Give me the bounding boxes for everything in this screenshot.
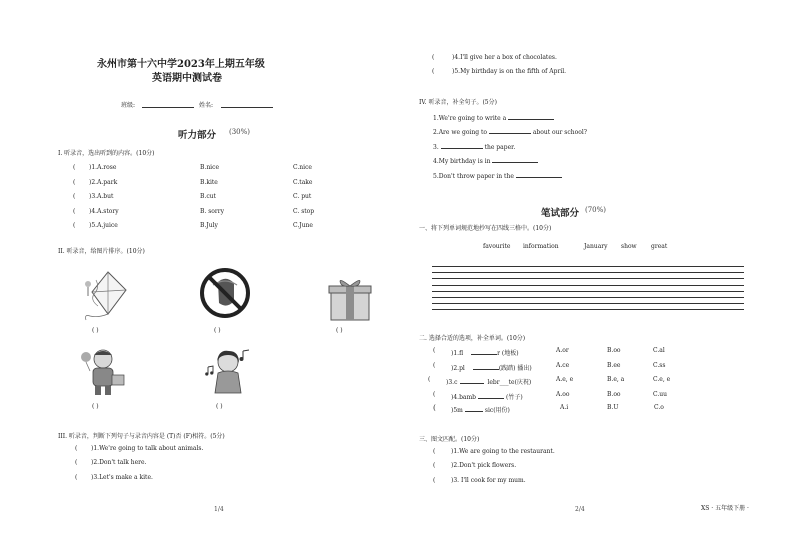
s4-row-3 [433,141,515,151]
w2-row-4-a: A.oo [556,391,570,398]
w3-row-3-paren[interactable]: ( [433,477,436,484]
w1-word-5: great [651,243,668,250]
w3-row-3-text: )3. I'll cook for my mum. [451,477,526,484]
writing-line [432,272,744,273]
w2-row-3-c: C.e, e [653,376,671,383]
w2-row-3-q: )3.c lebr___te(庆祝) [446,376,531,386]
w2-row-3-b: B.e, a [607,376,625,383]
writing-line [432,266,744,267]
w1-title: 一、将下列单词规范地抄写在四线三格中。(10分) [419,225,552,232]
s4-row-1-pre: 1.We're going to write a [433,115,507,122]
pic-1-answer[interactable]: ( ) [92,327,99,334]
w2-row-2-blank[interactable] [473,362,499,370]
s4-row-4 [433,155,538,165]
pic-3-answer[interactable]: ( ) [336,327,343,334]
section-3-title: III. 听录音，判断下列句子与录音内容是 (T)否 (F)相符。(5分) [58,433,225,440]
w2-row-2-q: )2.pl (践踏) 播出) [451,362,532,372]
r-top-row-5-text: )5.My birthday is on the fifth of April. [452,68,567,75]
w2-row-5-a: A.i [560,404,569,411]
writing-line [432,303,744,304]
r-top-row-4-text: )4.I'll give her a box of chocolates. [452,54,557,61]
w1-word-3: January [584,243,608,250]
w3-row-1-paren[interactable]: ( [433,448,436,455]
s4-row-1 [433,112,554,122]
w2-row-5-blank[interactable] [465,404,483,412]
w2-row-5-b: B.U [607,404,619,411]
page-number-right: 2/4 [575,506,585,513]
w2-row-1-c: C.al [653,347,665,354]
class-label: 班级: [121,102,136,109]
s1-row-1-paren[interactable]: ( [73,164,76,171]
w2-row-1-q: )1.fl r (地板) [451,347,519,357]
writing-line [432,285,744,286]
w3-title: 三、图文匹配。(10分) [419,436,480,443]
s3-row-3-paren[interactable]: ( [75,474,78,481]
r-top-row-4-paren[interactable]: ( [432,54,435,61]
w3-row-1-text: )1.We are going to the restaurant. [451,448,555,455]
boy-birthday-icon [78,345,128,397]
no-talking-sign-icon [199,267,251,319]
w2-row-4-blank[interactable] [478,391,504,399]
s1-row-1-b: B.nice [200,164,220,171]
w2-row-1-paren[interactable]: ( [433,347,436,354]
writing-line [432,278,744,279]
s3-row-3-text: )3.Let's make a kite. [91,474,153,481]
w1-word-1: favourite [483,243,511,250]
girl-singing-icon [203,347,255,397]
exam-title-line2: 英语期中测试卷 [152,73,222,84]
w2-row-4-c: C.uu [653,391,668,398]
s4-row-5-pre: 5.Don't throw paper in the [433,173,514,180]
w2-row-1-a: A.or [556,347,569,354]
s1-row-4-paren[interactable]: ( [73,208,76,215]
s4-row-5 [433,170,562,180]
w2-row-1-blank[interactable] [471,347,497,355]
w2-row-3-blank[interactable] [460,376,484,384]
pic-2-answer[interactable]: ( ) [214,327,221,334]
s1-row-3-paren[interactable]: ( [73,193,76,200]
w2-row-4-q: )4.bamb (竹子) [451,391,523,401]
s1-row-5-b: B.July [200,222,218,229]
w2-row-2-paren[interactable]: ( [433,362,436,369]
name-label: 姓名: [199,102,214,109]
writing-line [432,291,744,292]
s4-row-2-pre: 2.Are we going to [433,129,487,136]
exam-title-line1: 永州市第十六中学2023年上期五年级 [97,59,265,70]
s1-row-4-c: C. stop [293,208,315,215]
gift-box-icon [327,276,373,322]
name-field[interactable] [221,100,273,108]
w2-row-2-b: B.ee [607,362,621,369]
s1-row-4-b: B. sorry [200,208,225,215]
s1-row-3-a: )3.A.but [89,193,114,200]
w3-row-2-paren[interactable]: ( [433,462,436,469]
w1-word-4: show [621,243,637,250]
w2-row-4-paren[interactable]: ( [433,391,436,398]
s4-row-2-blank[interactable] [489,126,531,134]
section-1-title: I. 听录音，选出听到的内容。(10分) [58,150,155,157]
w2-row-5-c: C.o [654,404,664,411]
w2-title: 二. 选择合适的选项，补全单词。(10分) [419,335,526,342]
s1-row-2-b: B.kite [200,179,218,186]
s4-row-4-blank[interactable] [492,155,538,163]
page-number-left: 1/4 [214,506,224,513]
w2-row-2-c: C.ss [653,362,666,369]
s1-row-2-paren[interactable]: ( [73,179,76,186]
s4-row-3-post: the paper. [484,144,516,151]
s1-row-5-c: C.June [293,222,313,229]
written-score: (70%) [585,206,607,214]
w2-row-5-paren[interactable]: ( [433,403,436,412]
written-heading: 笔试部分 [541,208,580,219]
listening-heading: 听力部分 [178,130,217,141]
pic-4-answer[interactable]: ( ) [92,403,99,410]
kite-picture-icon [78,270,128,322]
listening-score: (30%) [229,128,251,136]
w2-row-4-b: B.oo [607,391,621,398]
s3-row-2-paren[interactable]: ( [75,459,78,466]
s1-row-2-c: C.take [293,179,313,186]
s4-row-4-pre: 4.My birthday is in [433,158,491,165]
s3-row-2-text: )2.Don't talk here. [91,459,147,466]
s1-row-3-b: B.cut [200,193,216,200]
s4-row-2 [433,126,587,136]
w2-row-5-q: )5m sic(用份) [451,404,510,414]
s1-row-5-paren[interactable]: ( [73,222,76,229]
writing-line [432,309,744,310]
s4-row-3-blank[interactable] [441,141,483,149]
pic-5-answer[interactable]: ( ) [216,403,223,410]
s3-row-1-text: )1.We're going to talk about animals. [91,445,204,452]
class-field[interactable] [142,100,194,108]
s4-row-3-pre: 3. [433,144,439,151]
section-4-title: IV. 听录音，补全句子。(5分) [419,99,497,106]
w1-word-2: information [523,243,559,250]
w2-row-2-a: A.ce [556,362,570,369]
w2-row-1-b: B.oo [607,347,621,354]
writing-line [432,297,744,298]
w3-row-2-text: )2.Don't pick flowers. [451,462,517,469]
s1-row-5-a: )5.A.juice [89,222,118,229]
w2-row-3-a: A.e, e [556,376,574,383]
s1-row-1-a: )1.A.rose [89,164,117,171]
s1-row-3-c: C. put [293,193,312,200]
footer-note: XS · 五年级下册 · [701,505,749,512]
s4-row-2-post: about our school? [532,129,587,136]
w2-row-3-paren[interactable]: ( [428,376,431,383]
s4-row-5-blank[interactable] [516,170,562,178]
section-2-title: II. 听录音，给图片排序。(10分) [58,248,145,255]
s4-row-1-blank[interactable] [508,112,554,120]
s1-row-2-a: )2.A.park [89,179,118,186]
s1-row-1-c: C.nice [293,164,312,171]
s1-row-4-a: )4.A.story [89,208,119,215]
r-top-row-5-paren[interactable]: ( [432,68,435,75]
s3-row-1-paren[interactable]: ( [75,445,78,452]
